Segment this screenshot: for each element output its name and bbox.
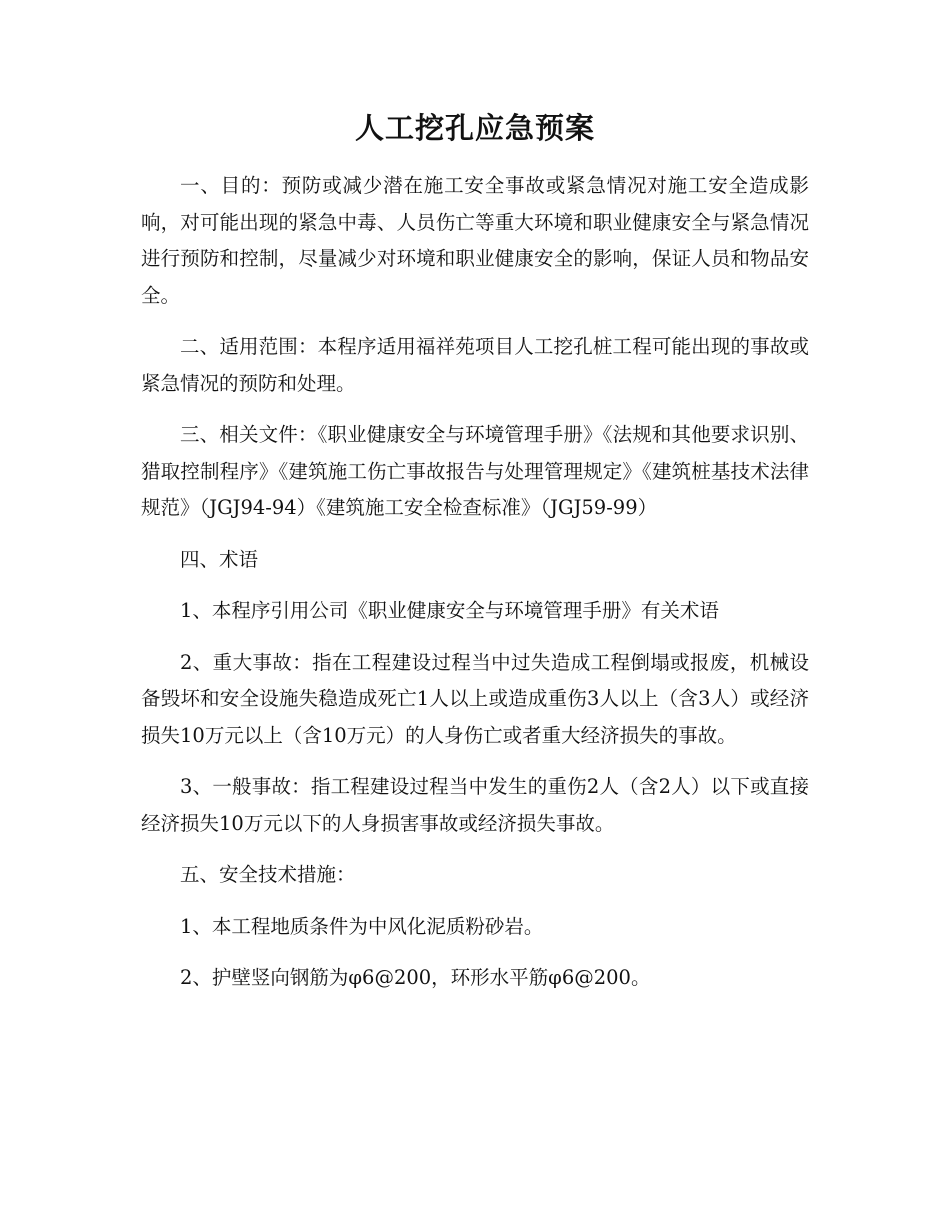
paragraph-measure-2: 2、护壁竖向钢筋为φ6@200，环形水平筋φ6@200。	[180, 966, 651, 989]
document-body	[141, 168, 809, 1012]
page-title: 人工挖孔应急预案	[354, 111, 595, 145]
paragraph-terms-heading: 四、术语	[180, 547, 259, 571]
paragraph-related-documents: 三、相关文件：《职业健康安全与环境管理手册》《法规和其他要求识别、猎取控制程序》《建筑施工伤亡事故报告与处理管理规定》《建筑桩基技术法律规范》（JGJ94-94）《建筑施工安全检查标准》（JGJ59-99）	[141, 423, 809, 519]
paragraph-measure-1: 1、本工程地质条件为中风化泥质粉砂岩。	[180, 914, 544, 938]
paragraph-term-2: 2、重大事故：指在工程建设过程当中过失造成工程倒塌或报废，机械设备毁坏和安全设施失稳造成死亡1人以上或造成重伤3人以上（含3人）或经济损失10万元以上（含10万元）的人身伤亡或者重大经济损失的事故。	[141, 650, 809, 747]
paragraph-term-1: 1、本程序引用公司《职业健康安全与环境管理手册》有关术语	[180, 599, 719, 622]
paragraph-scope: 二、适用范围：本程序适用福祥苑项目人工挖孔桩工程可能出现的事故或紧急情况的预防和处理。	[141, 335, 809, 395]
paragraph-purpose: 一、目的：预防或减少潜在施工安全事故或紧急情况对施工安全造成影响，对可能出现的紧急中毒、人员伤亡等重大环境和职业健康安全与紧急情况进行预防和控制，尽量减少对环境和职业健康安全的影响，保证人员和物品安全。	[141, 174, 809, 307]
paragraph-term-3: 3、一般事故：指工程建设过程当中发生的重伤2人（含2人）以下或直接经济损失10万元以下的人身损害事故或经济损失事故。	[141, 775, 809, 835]
paragraph-measures-heading: 五、安全技术措施：	[180, 863, 356, 886]
